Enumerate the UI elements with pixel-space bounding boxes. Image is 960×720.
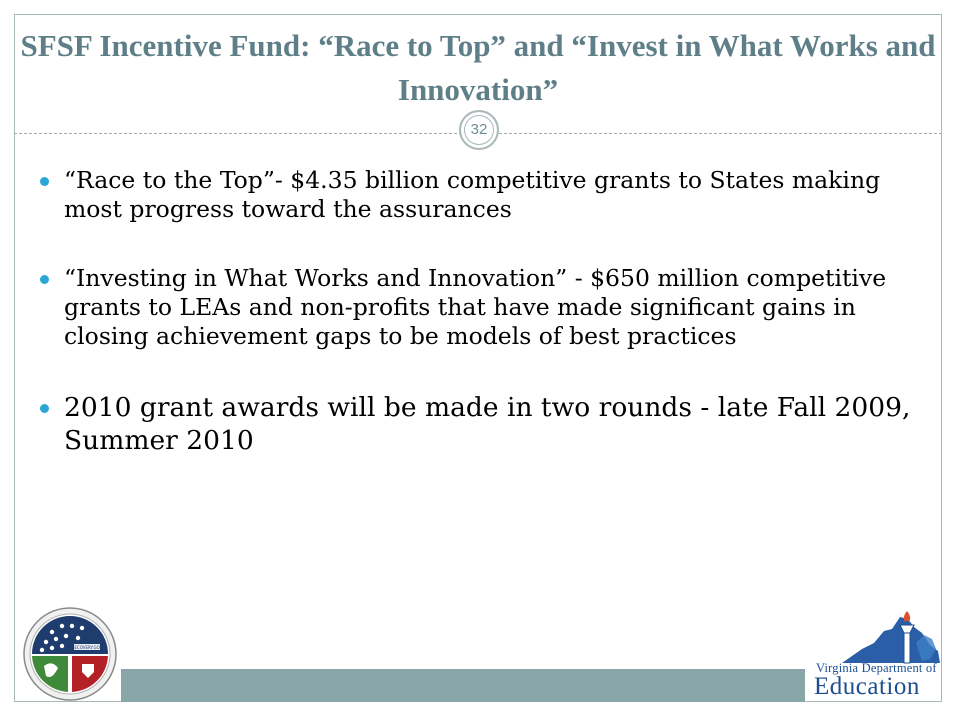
bullet-dot-icon bbox=[40, 275, 49, 284]
bullet-text: 2010 grant awards will be made in two rounds - late Fall 2009, Summer 2010 bbox=[64, 392, 911, 456]
footer-bar bbox=[121, 669, 805, 702]
bullet-dot-icon bbox=[40, 177, 49, 186]
slide-title: SFSF Incentive Fund: “Race to Top” and “Invest in What Works and Innovation” bbox=[20, 28, 936, 107]
bullet-list bbox=[40, 166, 920, 457]
vdoe-title-line2: Education bbox=[814, 673, 920, 700]
bullet-item bbox=[40, 264, 920, 351]
vdoe-title-line1: Virginia Department of bbox=[816, 661, 937, 675]
bullet-item bbox=[40, 391, 920, 457]
recovery-seal-icon bbox=[22, 606, 118, 702]
bullet-text: “Investing in What Works and Innovation” - $650 million competitive grants to LEAs and non-profits that have made significant gains in closing achievement gaps to be models of best practices bbox=[64, 264, 887, 350]
bullet-dot-icon bbox=[40, 404, 49, 413]
bullet-item bbox=[40, 166, 920, 224]
slide-number: 32 bbox=[459, 110, 499, 150]
bullet-text: “Race to the Top”- $4.35 billion competitive grants to States making most progress toward the assurances bbox=[64, 166, 881, 223]
virginia-doe-logo bbox=[812, 609, 944, 702]
virginia-map-torch-icon bbox=[812, 609, 944, 667]
seal-text: RECOVERY.GOV bbox=[71, 645, 103, 650]
